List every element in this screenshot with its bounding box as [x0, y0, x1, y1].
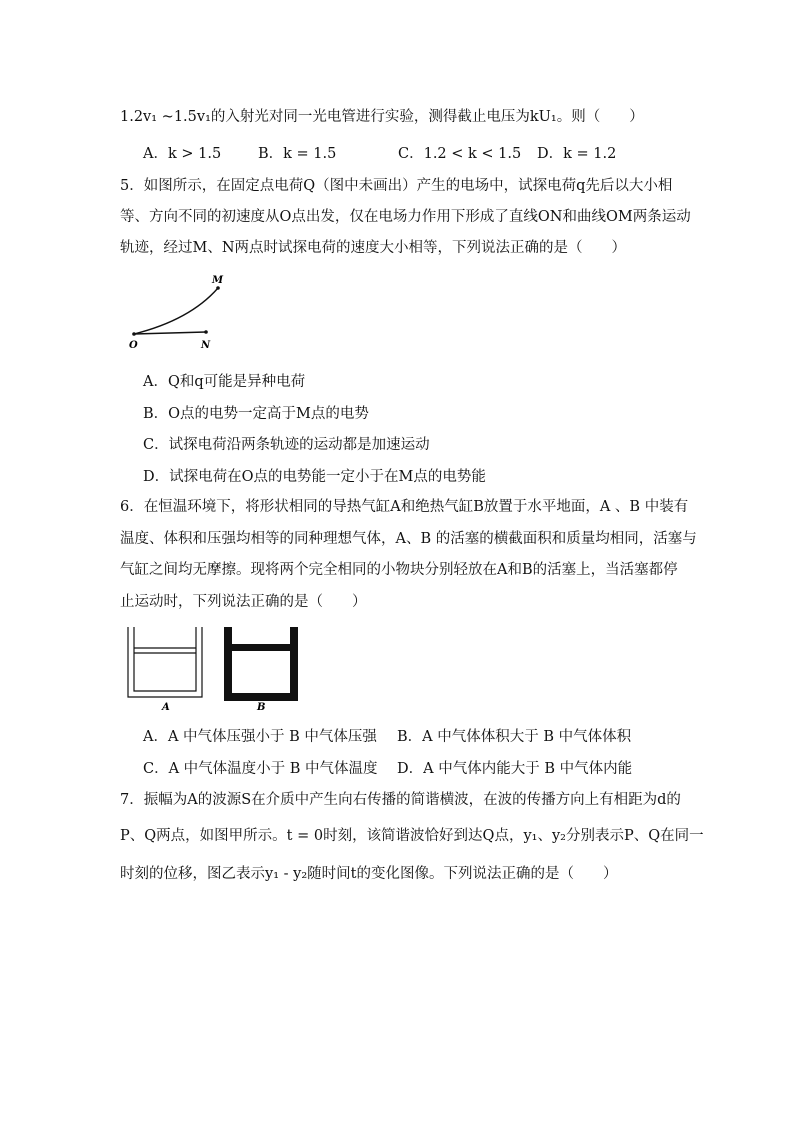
q6-stem-line-3: 气缸之间均无摩擦。现将两个完全相同的小物块分别轻放在A和B的活塞上，当活塞都停 — [120, 562, 678, 578]
q5-option-d: D．试探电荷在O点的电势能一定小于在M点的电势能 — [143, 469, 486, 485]
q4-option-d: D．k = 1.2 — [537, 146, 617, 162]
q5-stem-line-3: 轨迹，经过M、N两点时试探电荷的速度大小相等，下列说法正确的是（ ） — [120, 240, 627, 256]
q6-option-c: C．A 中气体温度小于 B 中气体温度 — [143, 761, 378, 777]
q6-option-a: A．A 中气体压强小于 B 中气体压强 — [143, 729, 377, 745]
q4-stem-line: 1.2v₁ ~1.5v₁的入射光对同一光电管进行实验，测得截止电压为kU₁。则（ ） — [120, 109, 644, 125]
point-n — [204, 330, 208, 334]
line-on — [134, 332, 206, 334]
q4-option-a: A．k > 1.5 — [143, 146, 222, 162]
q5-option-a: A．Q和q可能是异种电荷 — [143, 374, 306, 390]
q4-option-c: C．1.2 < k < 1.5 — [398, 146, 522, 162]
point-m — [216, 286, 220, 290]
q6-option-d: D．A 中气体内能大于 B 中气体内能 — [397, 761, 633, 777]
q7-stem-line-2: P、Q两点，如图甲所示。t = 0时刻，该简谐波恰好到达Q点，y₁、y₂分别表示P、Q在同一 — [120, 828, 704, 844]
q6-cylinder-figure — [120, 622, 310, 714]
label-m: M — [212, 275, 224, 286]
q7-stem-line-1: 7．振幅为A的波源S在介质中产生向右传播的简谐横波，在波的传播方向上有相距为d的 — [120, 792, 681, 808]
point-o — [132, 332, 136, 336]
q6-stem-line-2: 温度、体积和压强均相等的同种理想气体，A、B 的活塞的横截面积和质量均相同，活塞与 — [120, 531, 697, 547]
q6-stem-line-1: 6．在恒温环境下，将形状相同的导热气缸A和绝热气缸B放置于水平地面，A 、B 中装有 — [120, 499, 689, 515]
q5-option-b: B．O点的电势一定高于M点的电势 — [143, 406, 369, 422]
q5-option-c: C．试探电荷沿两条轨迹的运动都是加速运动 — [143, 437, 430, 453]
q6-stem-line-4: 止运动时，下列说法正确的是（ ） — [120, 594, 367, 610]
label-o: O — [129, 340, 138, 351]
cylinder-b — [228, 627, 294, 697]
q6-option-b: B．A 中气体体积大于 B 中气体体积 — [397, 729, 632, 745]
cylinder-a — [128, 627, 202, 697]
q4-option-b: B．k = 1.5 — [258, 146, 337, 162]
label-b: B — [257, 702, 266, 713]
q5-stem-line-2: 等、方向不同的初速度从O点出发，仅在电场力作用下形成了直线ON和曲线OM两条运动 — [120, 209, 691, 225]
q7-stem-line-3: 时刻的位移，图乙表示y₁ - y₂随时间t的变化图像。下列说法正确的是（ ） — [120, 866, 618, 882]
label-a: A — [162, 702, 170, 713]
label-n: N — [201, 340, 211, 351]
piston-b — [228, 644, 294, 651]
curve-om — [134, 288, 218, 334]
q5-trajectory-figure — [120, 268, 240, 358]
q5-stem-line-1: 5．如图所示，在固定点电荷Q（图中未画出）产生的电场中，试探电荷q先后以大小相 — [120, 178, 673, 194]
